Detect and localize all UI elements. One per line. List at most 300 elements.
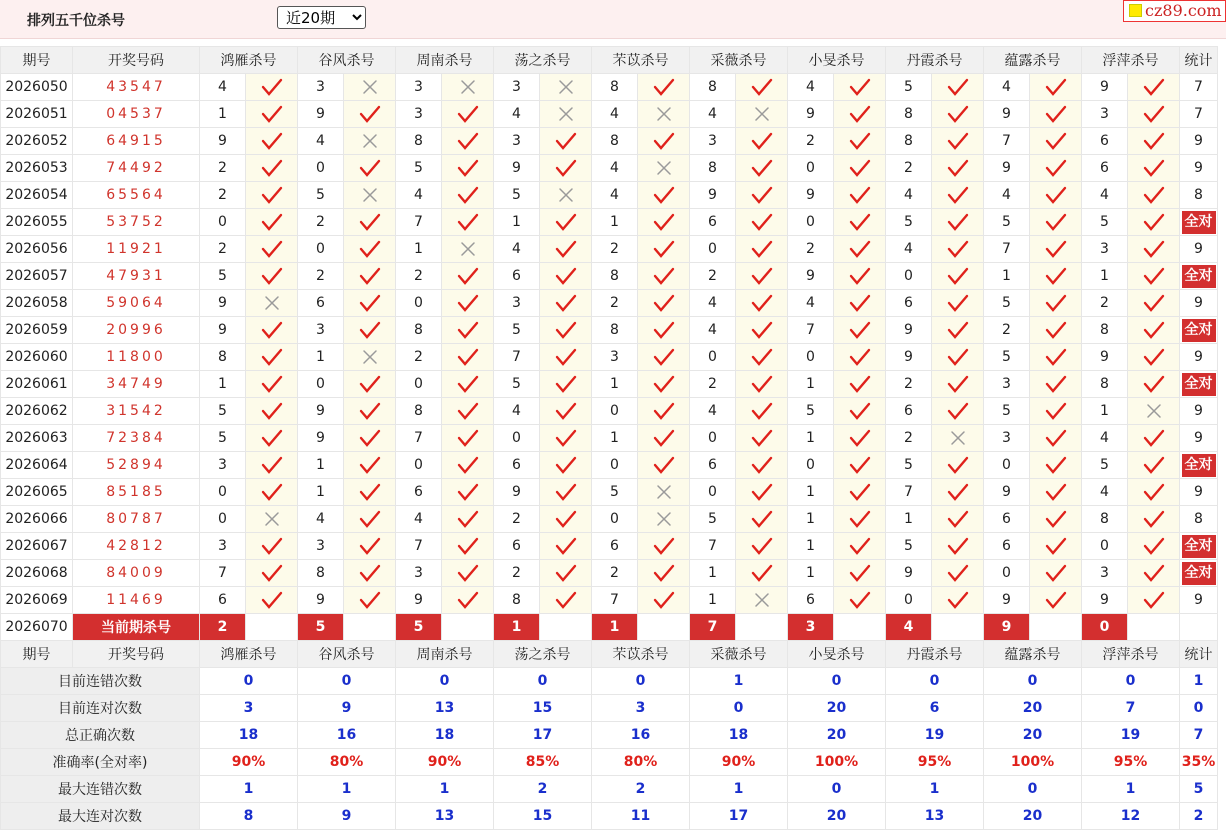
hit-mark-cell xyxy=(638,560,690,587)
col-header-stat: 统计 xyxy=(1180,47,1218,74)
stat-cell xyxy=(1180,236,1218,263)
hit-mark-cell xyxy=(736,344,788,371)
hit-mark-cell xyxy=(736,128,788,155)
kill-digit-cell: 4 xyxy=(396,182,442,209)
summary-value: 1 xyxy=(298,776,396,803)
hit-mark-cell xyxy=(1030,533,1082,560)
check-icon xyxy=(457,213,479,231)
period-cell: 2026051 xyxy=(1,101,73,128)
summary-value: 1 xyxy=(690,668,788,695)
kill-digit-cell: 3 xyxy=(396,560,442,587)
check-icon xyxy=(1045,294,1067,312)
check-icon xyxy=(849,510,871,528)
check-icon xyxy=(653,348,675,366)
table-row xyxy=(1,587,1218,614)
draw-number-cell: 31542 xyxy=(73,398,200,425)
hit-mark-cell xyxy=(834,398,886,425)
hit-mark-cell xyxy=(246,182,298,209)
kill-digit-cell: 0 xyxy=(984,560,1030,587)
miss-mark-cell xyxy=(246,506,298,533)
summary-row xyxy=(1,776,1218,803)
hit-mark-cell xyxy=(834,101,886,128)
check-icon xyxy=(261,564,283,582)
hit-mark-cell xyxy=(834,587,886,614)
hit-mark-cell xyxy=(1128,371,1180,398)
hit-mark-cell xyxy=(540,587,592,614)
check-icon xyxy=(261,483,283,501)
kill-digit-cell: 9 xyxy=(298,101,344,128)
check-icon xyxy=(261,429,283,447)
hit-mark-cell xyxy=(442,560,494,587)
hit-mark-cell xyxy=(1128,236,1180,263)
draw-number-cell: 59064 xyxy=(73,290,200,317)
summary-value: 95% xyxy=(886,749,984,776)
cross-icon xyxy=(653,483,675,501)
draw-number-cell: 72384 xyxy=(73,425,200,452)
check-icon xyxy=(849,537,871,555)
hit-mark-cell xyxy=(638,452,690,479)
kill-digit-cell: 3 xyxy=(200,533,246,560)
summary-value: 0 xyxy=(984,668,1082,695)
col-header-draw: 开奖号码 xyxy=(73,47,200,74)
summary-row xyxy=(1,749,1218,776)
table-row xyxy=(1,290,1218,317)
check-icon xyxy=(555,429,577,447)
current-kill-blank xyxy=(1128,614,1180,641)
kill-digit-cell: 5 xyxy=(200,263,246,290)
check-icon xyxy=(457,267,479,285)
check-icon xyxy=(457,402,479,420)
col-header-expert: 丹霞杀号 xyxy=(886,47,984,74)
kill-digit-cell: 7 xyxy=(396,425,442,452)
kill-digit-cell: 7 xyxy=(886,479,932,506)
check-icon xyxy=(751,213,773,231)
current-kill-digit: 9 xyxy=(984,614,1030,641)
kill-digit-cell: 3 xyxy=(494,74,540,101)
period-cell: 2026054 xyxy=(1,182,73,209)
kill-digit-cell: 3 xyxy=(690,128,736,155)
hit-mark-cell xyxy=(932,263,984,290)
hit-mark-cell xyxy=(638,587,690,614)
hit-mark-cell xyxy=(1030,74,1082,101)
period-cell: 2026056 xyxy=(1,236,73,263)
check-icon xyxy=(1045,132,1067,150)
cross-icon xyxy=(457,78,479,96)
summary-label: 准确率(全对率) xyxy=(1,749,200,776)
kill-digit-cell: 5 xyxy=(690,506,736,533)
kill-digit-cell: 8 xyxy=(200,344,246,371)
check-icon xyxy=(359,105,381,123)
check-icon xyxy=(653,537,675,555)
period-cell: 2026064 xyxy=(1,452,73,479)
kill-digit-cell: 7 xyxy=(396,209,442,236)
kill-digit-cell: 0 xyxy=(592,398,638,425)
check-icon xyxy=(849,321,871,339)
cross-icon xyxy=(947,429,969,447)
table-row xyxy=(1,452,1218,479)
hit-mark-cell xyxy=(834,128,886,155)
hit-mark-cell xyxy=(442,182,494,209)
kill-digit-cell: 0 xyxy=(690,344,736,371)
kill-digit-cell: 2 xyxy=(886,371,932,398)
hit-mark-cell xyxy=(736,317,788,344)
period-cell: 2026068 xyxy=(1,560,73,587)
kill-digit-cell: 0 xyxy=(592,506,638,533)
hit-mark-cell xyxy=(344,209,396,236)
check-icon xyxy=(947,456,969,474)
summary-value: 13 xyxy=(396,803,494,830)
hit-mark-cell xyxy=(736,155,788,182)
check-icon xyxy=(751,348,773,366)
check-icon xyxy=(751,186,773,204)
hit-mark-cell xyxy=(1128,560,1180,587)
check-icon xyxy=(947,186,969,204)
check-icon xyxy=(359,456,381,474)
kill-digit-cell: 3 xyxy=(984,425,1030,452)
cross-icon xyxy=(653,159,675,177)
summary-value: 85% xyxy=(494,749,592,776)
hit-mark-cell xyxy=(638,209,690,236)
check-icon xyxy=(947,78,969,96)
stat-cell xyxy=(1180,290,1218,317)
stat-cell xyxy=(1180,533,1218,560)
hit-mark-cell xyxy=(1030,101,1082,128)
hit-mark-cell xyxy=(1128,290,1180,317)
kill-digit-cell: 9 xyxy=(788,263,834,290)
summary-stat: 5 xyxy=(1180,776,1218,803)
stat-value: 9 xyxy=(1194,403,1203,419)
kill-digit-cell: 3 xyxy=(298,317,344,344)
kill-digit-cell: 5 xyxy=(396,155,442,182)
kill-digit-cell: 8 xyxy=(592,74,638,101)
kill-digit-cell: 1 xyxy=(984,263,1030,290)
check-icon xyxy=(457,510,479,528)
hit-mark-cell xyxy=(638,128,690,155)
period-cell: 2026050 xyxy=(1,74,73,101)
kill-digit-cell: 6 xyxy=(200,587,246,614)
stat-cell xyxy=(1180,398,1218,425)
check-icon xyxy=(653,132,675,150)
kill-digit-cell: 6 xyxy=(298,290,344,317)
hit-mark-cell xyxy=(344,587,396,614)
hit-mark-cell xyxy=(834,74,886,101)
check-icon xyxy=(457,132,479,150)
hit-mark-cell xyxy=(540,290,592,317)
kill-number-table xyxy=(0,46,1218,830)
check-icon xyxy=(1045,159,1067,177)
check-icon xyxy=(457,429,479,447)
hit-mark-cell xyxy=(736,560,788,587)
hit-mark-cell xyxy=(638,425,690,452)
summary-value: 1 xyxy=(200,776,298,803)
check-icon xyxy=(555,483,577,501)
kill-digit-cell: 6 xyxy=(494,533,540,560)
kill-digit-cell: 9 xyxy=(984,155,1030,182)
hit-mark-cell xyxy=(638,290,690,317)
kill-digit-cell: 5 xyxy=(984,344,1030,371)
hit-mark-cell xyxy=(540,560,592,587)
period-range-select[interactable] xyxy=(277,6,366,29)
check-icon xyxy=(947,537,969,555)
summary-value: 1 xyxy=(1082,776,1180,803)
kill-digit-cell: 1 xyxy=(298,452,344,479)
kill-digit-cell: 2 xyxy=(396,344,442,371)
table-row xyxy=(1,263,1218,290)
draw-number-cell: 65564 xyxy=(73,182,200,209)
summary-value: 16 xyxy=(592,722,690,749)
check-icon xyxy=(359,159,381,177)
check-icon xyxy=(1045,267,1067,285)
table-row xyxy=(1,182,1218,209)
summary-stat: 35% xyxy=(1180,749,1218,776)
stat-cell xyxy=(1180,479,1218,506)
check-icon xyxy=(457,186,479,204)
kill-digit-cell: 2 xyxy=(494,506,540,533)
hit-mark-cell xyxy=(932,209,984,236)
hit-mark-cell xyxy=(932,371,984,398)
summary-value: 3 xyxy=(200,695,298,722)
kill-digit-cell: 6 xyxy=(788,587,834,614)
hit-mark-cell xyxy=(540,425,592,452)
check-icon xyxy=(1143,321,1165,339)
check-icon xyxy=(457,321,479,339)
check-icon xyxy=(849,348,871,366)
kill-digit-cell: 9 xyxy=(200,317,246,344)
summary-value: 13 xyxy=(396,695,494,722)
hit-mark-cell xyxy=(1030,128,1082,155)
stat-cell xyxy=(1180,317,1218,344)
hit-mark-cell xyxy=(1128,587,1180,614)
hit-mark-cell xyxy=(344,506,396,533)
check-icon xyxy=(751,267,773,285)
summary-value: 18 xyxy=(200,722,298,749)
hit-mark-cell xyxy=(932,506,984,533)
col-header-expert: 荡之杀号 xyxy=(494,47,592,74)
hit-mark-cell xyxy=(736,74,788,101)
kill-digit-cell: 2 xyxy=(494,560,540,587)
col-header-expert: 谷风杀号 xyxy=(298,641,396,668)
check-icon xyxy=(849,429,871,447)
all-correct-badge: 全对 xyxy=(1182,211,1216,234)
kill-digit-cell: 4 xyxy=(788,74,834,101)
check-icon xyxy=(1143,159,1165,177)
kill-digit-cell: 5 xyxy=(1082,209,1128,236)
all-correct-badge: 全对 xyxy=(1182,562,1216,585)
summary-value: 16 xyxy=(298,722,396,749)
kill-digit-cell: 3 xyxy=(298,533,344,560)
current-kill-blank xyxy=(1030,614,1082,641)
check-icon xyxy=(751,294,773,312)
kill-digit-cell: 4 xyxy=(984,182,1030,209)
summary-value: 11 xyxy=(592,803,690,830)
check-icon xyxy=(359,240,381,258)
stat-cell xyxy=(1180,560,1218,587)
check-icon xyxy=(1143,429,1165,447)
stat-cell xyxy=(1180,101,1218,128)
kill-digit-cell: 0 xyxy=(592,452,638,479)
current-period-row xyxy=(1,614,1218,641)
stat-cell xyxy=(1180,371,1218,398)
check-icon xyxy=(751,240,773,258)
col-header-period: 期号 xyxy=(1,47,73,74)
site-logo[interactable] xyxy=(1123,0,1226,22)
hit-mark-cell xyxy=(834,479,886,506)
kill-digit-cell: 4 xyxy=(298,128,344,155)
check-icon xyxy=(555,213,577,231)
check-icon xyxy=(849,78,871,96)
summary-row xyxy=(1,695,1218,722)
check-icon xyxy=(947,105,969,123)
check-icon xyxy=(947,375,969,393)
check-icon xyxy=(261,456,283,474)
check-icon xyxy=(653,294,675,312)
check-icon xyxy=(947,510,969,528)
hit-mark-cell xyxy=(344,398,396,425)
current-kill-digit: 1 xyxy=(494,614,540,641)
summary-value: 17 xyxy=(690,803,788,830)
check-icon xyxy=(1045,402,1067,420)
stat-cell xyxy=(1180,425,1218,452)
check-icon xyxy=(947,402,969,420)
kill-digit-cell: 4 xyxy=(1082,479,1128,506)
kill-digit-cell: 9 xyxy=(494,479,540,506)
col-header-expert: 浮萍杀号 xyxy=(1082,47,1180,74)
check-icon xyxy=(653,375,675,393)
kill-digit-cell: 2 xyxy=(200,155,246,182)
kill-digit-cell: 1 xyxy=(788,479,834,506)
hit-mark-cell xyxy=(1128,101,1180,128)
kill-digit-cell: 3 xyxy=(592,344,638,371)
check-icon xyxy=(653,402,675,420)
col-header-expert: 周南杀号 xyxy=(396,47,494,74)
kill-digit-cell: 0 xyxy=(886,263,932,290)
hit-mark-cell xyxy=(246,155,298,182)
kill-digit-cell: 6 xyxy=(494,263,540,290)
hit-mark-cell xyxy=(932,74,984,101)
kill-digit-cell: 5 xyxy=(494,317,540,344)
kill-digit-cell: 1 xyxy=(788,560,834,587)
check-icon xyxy=(947,564,969,582)
summary-value: 20 xyxy=(788,722,886,749)
kill-digit-cell: 2 xyxy=(200,236,246,263)
summary-value: 0 xyxy=(886,668,984,695)
kill-digit-cell: 4 xyxy=(494,101,540,128)
kill-digit-cell: 4 xyxy=(592,101,638,128)
hit-mark-cell xyxy=(736,425,788,452)
check-icon xyxy=(359,213,381,231)
check-icon xyxy=(1045,591,1067,609)
hit-mark-cell xyxy=(344,290,396,317)
check-icon xyxy=(359,375,381,393)
draw-number-cell: 74492 xyxy=(73,155,200,182)
hit-mark-cell xyxy=(540,155,592,182)
hit-mark-cell xyxy=(1030,236,1082,263)
summary-value: 8 xyxy=(200,803,298,830)
cross-icon xyxy=(359,78,381,96)
check-icon xyxy=(653,456,675,474)
table-row xyxy=(1,209,1218,236)
kill-digit-cell: 0 xyxy=(396,452,442,479)
kill-digit-cell: 1 xyxy=(690,560,736,587)
check-icon xyxy=(653,321,675,339)
summary-value: 9 xyxy=(298,803,396,830)
kill-digit-cell: 0 xyxy=(690,479,736,506)
check-icon xyxy=(457,105,479,123)
kill-digit-cell: 8 xyxy=(396,128,442,155)
kill-digit-cell: 9 xyxy=(984,587,1030,614)
kill-digit-cell: 0 xyxy=(984,452,1030,479)
check-icon xyxy=(1143,456,1165,474)
kill-digit-cell: 2 xyxy=(592,236,638,263)
hit-mark-cell xyxy=(344,452,396,479)
kill-digit-cell: 0 xyxy=(298,155,344,182)
check-icon xyxy=(1045,564,1067,582)
kill-digit-cell: 8 xyxy=(592,128,638,155)
kill-digit-cell: 5 xyxy=(592,479,638,506)
col-header-expert: 采薇杀号 xyxy=(690,641,788,668)
hit-mark-cell xyxy=(246,398,298,425)
check-icon xyxy=(457,348,479,366)
stat-value: 9 xyxy=(1194,160,1203,176)
stat-value: 9 xyxy=(1194,592,1203,608)
hit-mark-cell xyxy=(932,344,984,371)
kill-digit-cell: 1 xyxy=(200,101,246,128)
check-icon xyxy=(359,267,381,285)
cross-icon xyxy=(751,591,773,609)
miss-mark-cell xyxy=(932,425,984,452)
kill-digit-cell: 6 xyxy=(690,452,736,479)
kill-digit-cell: 1 xyxy=(298,479,344,506)
hit-mark-cell xyxy=(1128,155,1180,182)
kill-digit-cell: 7 xyxy=(396,533,442,560)
table-header-row xyxy=(1,47,1218,74)
check-icon xyxy=(1143,375,1165,393)
kill-digit-cell: 3 xyxy=(1082,560,1128,587)
check-icon xyxy=(359,564,381,582)
kill-digit-cell: 0 xyxy=(494,425,540,452)
kill-digit-cell: 1 xyxy=(494,209,540,236)
kill-digit-cell: 9 xyxy=(200,290,246,317)
cross-icon xyxy=(261,510,283,528)
check-icon xyxy=(261,78,283,96)
draw-number-cell: 43547 xyxy=(73,74,200,101)
hit-mark-cell xyxy=(932,128,984,155)
cross-icon xyxy=(751,105,773,123)
draw-number-cell: 85185 xyxy=(73,479,200,506)
summary-value: 0 xyxy=(592,668,690,695)
check-icon xyxy=(1045,213,1067,231)
miss-mark-cell xyxy=(638,506,690,533)
hit-mark-cell xyxy=(1030,425,1082,452)
top-bar xyxy=(0,0,1226,39)
hit-mark-cell xyxy=(1030,560,1082,587)
kill-digit-cell: 1 xyxy=(592,425,638,452)
hit-mark-cell xyxy=(442,101,494,128)
hit-mark-cell xyxy=(736,371,788,398)
stat-cell xyxy=(1180,182,1218,209)
summary-value: 6 xyxy=(886,695,984,722)
current-kill-blank xyxy=(540,614,592,641)
kill-digit-cell: 6 xyxy=(690,209,736,236)
summary-label: 总正确次数 xyxy=(1,722,200,749)
check-icon xyxy=(947,132,969,150)
miss-mark-cell xyxy=(344,182,396,209)
hit-mark-cell xyxy=(246,533,298,560)
kill-digit-cell: 8 xyxy=(886,101,932,128)
kill-digit-cell: 2 xyxy=(886,425,932,452)
check-icon xyxy=(947,159,969,177)
kill-digit-cell: 3 xyxy=(396,101,442,128)
